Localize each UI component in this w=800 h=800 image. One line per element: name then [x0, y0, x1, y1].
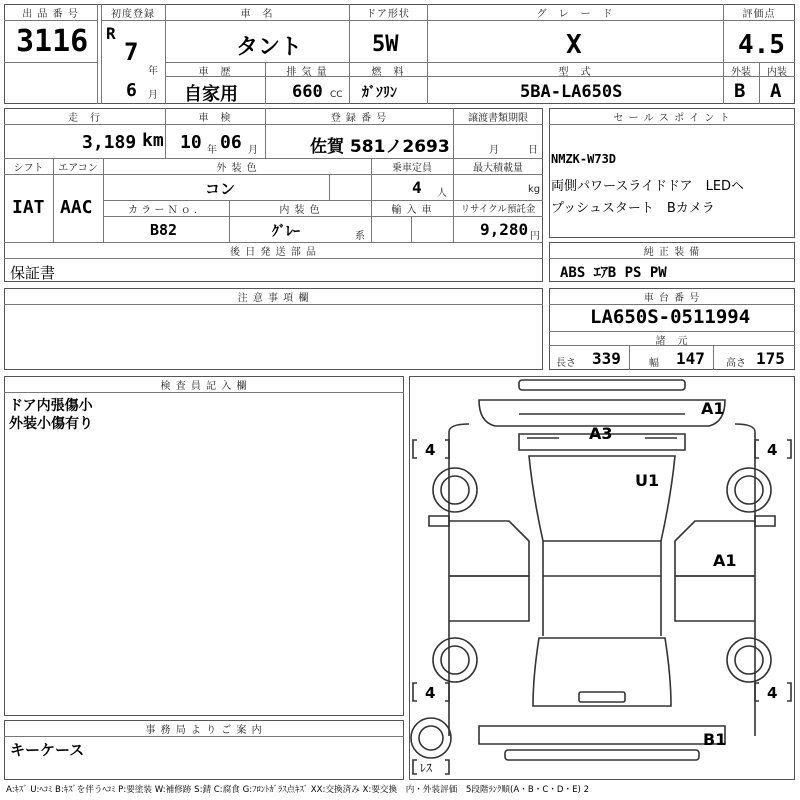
rear-left-wheel	[433, 638, 477, 682]
exterior-grade-value: B	[734, 80, 746, 102]
sales-point-line3: プッシュスタート Bカメラ	[551, 201, 715, 216]
chassis-number-label: 車 台 番 号	[643, 293, 701, 304]
hood	[479, 400, 725, 426]
fuel-label: 燃 料	[371, 67, 405, 78]
length-label: 長さ	[556, 358, 576, 369]
exterior-color-value: コン	[205, 180, 236, 198]
max-load-label: 最大積載量	[473, 163, 523, 174]
inspection-month: 06	[220, 132, 242, 153]
transfer-month-unit: 月	[489, 145, 499, 156]
inspection-year-unit: 年	[207, 145, 217, 156]
front-left-wheel	[433, 468, 477, 512]
rear-bumper	[505, 750, 699, 760]
width-label: 幅	[649, 358, 659, 369]
office-notice-value: キーケース	[10, 741, 85, 759]
rear-hatch	[479, 726, 725, 744]
model-label: 型 式	[558, 67, 592, 78]
footer-legend: A:ｷｽﾞ U:ﾍｺﾐ B:ｷｽﾞを伴うﾍｺﾐ P:要塗装 W:補修跡 S:錆 C:腐食 G:ﾌﾛﾝﾄｶﾞﾗｽ点ｷｽﾞ XX:交換済み X:要交換 内・外装評価 5段階ﾗﾝｸ順(A・B・C・D・E) 2	[6, 785, 590, 795]
shift-value: IAT	[12, 197, 45, 218]
roof	[529, 456, 675, 541]
recycle-deposit-unit: 円	[530, 231, 540, 242]
door-type-value: 5W	[372, 32, 399, 57]
rear-window	[533, 638, 671, 706]
era-mark: R	[106, 24, 116, 43]
displacement-unit: CC	[330, 90, 343, 100]
score-label: 評価点	[742, 9, 776, 20]
inspector-note-line1: ドア内張傷小	[9, 398, 93, 414]
equipment-label: 純 正 装 備	[643, 247, 701, 258]
max-load-unit: kg	[528, 184, 541, 195]
chassis-number-value: LA650S-0511994	[590, 306, 751, 328]
registration-number-label: 登 録 番 号	[330, 113, 388, 124]
history-value: 自家用	[184, 84, 238, 105]
car-diagram	[409, 376, 795, 780]
damage-mark-u1: U1	[635, 471, 660, 490]
damage-mark-a1-right: A1	[713, 551, 737, 570]
aircon-label: エアコン	[58, 163, 98, 174]
height-label: 高さ	[726, 358, 746, 369]
model-value: 5BA-LA650S	[520, 82, 623, 102]
exterior-color-label: 外 装 色	[216, 163, 258, 174]
spare-tire	[411, 718, 451, 758]
displacement-label: 排 気 量	[286, 67, 328, 78]
specs-label: 諸 元	[655, 336, 689, 347]
transfer-deadline-label: 譲渡書類期限	[468, 113, 528, 124]
left-rear-door	[449, 576, 529, 621]
left-front-door	[449, 521, 529, 576]
tire-tread-rear-right: 4	[767, 684, 778, 702]
sales-point-line1: NMZK-W73D	[551, 152, 617, 166]
grade-value: X	[566, 30, 582, 60]
front-right-wheel	[727, 468, 771, 512]
recycle-deposit-label: リサイクル預託金	[460, 204, 536, 215]
inspector-notes-label: 検 査 員 記 入 欄	[160, 381, 248, 392]
front-bumper	[519, 380, 685, 390]
exterior-grade-label: 外装	[731, 67, 751, 78]
tire-tread-rear-left: 4	[425, 684, 436, 702]
import-car-label: 輸 入 車	[391, 205, 433, 216]
registration-year: 7	[124, 38, 139, 66]
tire-tread-front-left: 4	[425, 441, 436, 459]
displacement-value: 660	[292, 82, 323, 102]
car-name-value: タント	[236, 35, 303, 60]
mileage-label: 走 行	[68, 113, 101, 124]
length-value: 339	[592, 349, 621, 368]
office-notice-label: 事 務 局 よ り ご 案 内	[145, 725, 263, 736]
inspection-label: 車 検	[198, 113, 232, 124]
capacity-label: 乗車定員	[392, 163, 432, 174]
damage-mark-a3: A3	[589, 424, 613, 443]
interior-color-value: ｸﾞﾚｰ	[272, 224, 300, 240]
capacity-value: 4	[412, 178, 422, 197]
lot-number-label: 出 品 番 号	[22, 9, 79, 20]
fuel-value: ｶﾞｿﾘﾝ	[362, 85, 397, 101]
transfer-day-unit: 日	[528, 145, 538, 156]
rear-right-wheel	[727, 638, 771, 682]
month-unit: 月	[148, 90, 158, 101]
width-value: 147	[676, 349, 705, 368]
first-registration-label: 初度登録	[111, 9, 155, 20]
later-parts-label: 後 日 発 送 部 品	[230, 247, 317, 258]
sales-point-section	[549, 108, 795, 238]
spare-tire-label: ﾚｽ	[420, 761, 433, 775]
lot-number-value: 3116	[16, 24, 89, 59]
recycle-deposit-value: 9,280	[480, 220, 529, 239]
car-name-label: 車 名	[240, 9, 274, 20]
door-type-label: ドア形状	[366, 9, 410, 20]
mileage-value: 3,189	[82, 132, 137, 153]
right-rear-door	[675, 576, 755, 621]
tire-tread-front-right: 4	[767, 441, 778, 459]
mileage-unit: km	[142, 130, 164, 151]
caution-label: 注 意 事 項 欄	[237, 293, 310, 304]
interior-grade-label: 内装	[767, 67, 787, 78]
registration-month: 6	[126, 80, 137, 101]
height-value: 175	[756, 349, 785, 368]
color-number-label: カ ラ ー Ｎ ｏ ．	[128, 205, 204, 216]
interior-color-label: 内 装 色	[279, 205, 321, 216]
later-parts-value: 保証書	[10, 264, 56, 282]
color-number-value: B82	[150, 221, 178, 239]
equipment-value: ABS ｴｱB PS PW	[560, 265, 667, 281]
sales-point-label: セ ー ル ス ポ イ ン ト	[613, 113, 731, 124]
shift-label: シフト	[13, 163, 44, 174]
score-value: 4.5	[738, 30, 785, 60]
inspector-note-line2: 外装小傷有り	[9, 416, 93, 432]
grade-label: グ レ ー ド	[536, 9, 614, 20]
sales-point-line2: 両側パワースライドドア LEDヘ	[551, 179, 745, 194]
damage-mark-b1: B1	[703, 730, 727, 749]
inspection-year: 10	[180, 132, 202, 153]
aircon-value: AAC	[60, 197, 93, 218]
inspection-month-unit: 月	[248, 145, 258, 156]
registration-number-value: 佐賀 581ノ2693	[310, 137, 450, 157]
capacity-unit: 人	[437, 188, 447, 199]
interior-color-unit: 系	[355, 231, 365, 242]
history-label: 車 歴	[198, 67, 232, 78]
damage-mark-a1-front: A1	[701, 399, 725, 418]
interior-grade-value: A	[770, 80, 782, 102]
year-unit: 年	[148, 66, 158, 77]
